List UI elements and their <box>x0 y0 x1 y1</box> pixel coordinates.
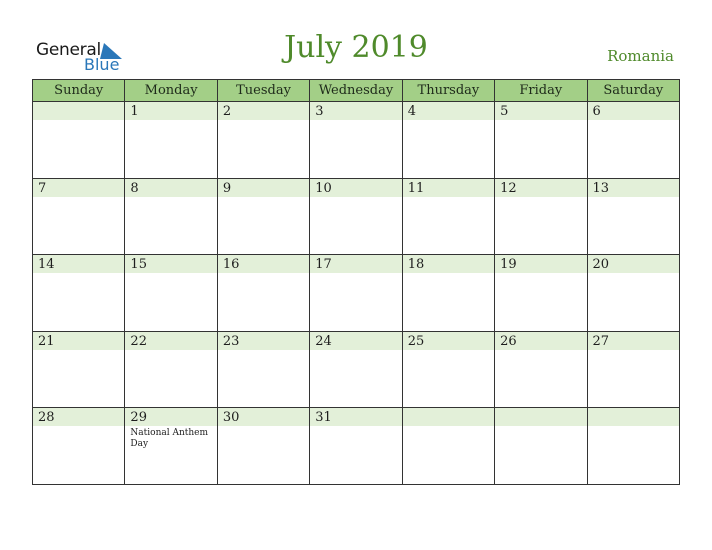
day-number: 18 <box>403 255 494 273</box>
calendar-day-cell <box>402 255 494 332</box>
weekday-sunday: Sunday <box>33 80 125 102</box>
day-number: 24 <box>310 332 401 350</box>
day-number: 3 <box>310 102 401 120</box>
calendar-day-cell <box>310 255 402 332</box>
weekday-friday: Friday <box>495 80 587 102</box>
calendar-day-cell <box>495 331 587 408</box>
day-number: 17 <box>310 255 401 273</box>
calendar-day-cell <box>217 102 309 179</box>
day-number: 15 <box>125 255 216 273</box>
calendar-day-cell <box>125 331 217 408</box>
day-number <box>403 408 494 426</box>
calendar-day-cell <box>402 331 494 408</box>
day-number: 6 <box>588 102 679 120</box>
weekday-monday: Monday <box>125 80 217 102</box>
day-number: 5 <box>495 102 586 120</box>
calendar-day-cell <box>587 255 679 332</box>
calendar-day-cell <box>33 102 125 179</box>
calendar-day-cell <box>33 178 125 255</box>
day-number: 14 <box>33 255 124 273</box>
calendar-day-cell <box>310 102 402 179</box>
holiday-label: National Anthem Day <box>130 428 209 449</box>
day-number: 31 <box>310 408 401 426</box>
day-number: 29 <box>125 408 216 426</box>
calendar-week-row <box>33 255 680 332</box>
day-number: 8 <box>125 179 216 197</box>
calendar-day-cell <box>125 178 217 255</box>
calendar-day-cell <box>125 255 217 332</box>
calendar-day-cell <box>495 408 587 485</box>
calendar-day-cell <box>33 255 125 332</box>
calendar-day-cell <box>217 331 309 408</box>
day-number: 4 <box>403 102 494 120</box>
calendar-day-cell <box>402 408 494 485</box>
day-number <box>495 408 586 426</box>
calendar-title: July 2019 <box>284 30 428 65</box>
logo-text-blue: Blue <box>84 55 120 74</box>
weekday-header-row <box>33 80 680 102</box>
calendar-day-cell <box>587 331 679 408</box>
day-number: 13 <box>588 179 679 197</box>
day-number: 1 <box>125 102 216 120</box>
calendar-day-cell <box>310 331 402 408</box>
month-calendar <box>32 79 680 485</box>
day-number: 19 <box>495 255 586 273</box>
country-label: Romania <box>607 47 674 65</box>
day-number: 9 <box>218 179 309 197</box>
logo-text-general: General <box>36 40 101 60</box>
calendar-day-cell <box>33 331 125 408</box>
weekday-saturday: Saturday <box>587 80 679 102</box>
day-number: 12 <box>495 179 586 197</box>
day-number: 26 <box>495 332 586 350</box>
day-number: 28 <box>33 408 124 426</box>
calendar-day-cell <box>217 408 309 485</box>
day-number: 25 <box>403 332 494 350</box>
calendar-day-cell <box>495 178 587 255</box>
calendar-day-cell <box>402 178 494 255</box>
day-number: 21 <box>33 332 124 350</box>
day-number: 27 <box>588 332 679 350</box>
day-number: 2 <box>218 102 309 120</box>
calendar-day-cell <box>217 178 309 255</box>
day-number: 7 <box>33 179 124 197</box>
weekday-tuesday: Tuesday <box>217 80 309 102</box>
day-number <box>33 102 124 120</box>
weekday-wednesday: Wednesday <box>310 80 402 102</box>
weekday-thursday: Thursday <box>402 80 494 102</box>
day-number: 23 <box>218 332 309 350</box>
calendar-day-cell <box>587 102 679 179</box>
calendar-week-row <box>33 331 680 408</box>
calendar-day-cell <box>217 255 309 332</box>
calendar-day-cell <box>33 408 125 485</box>
calendar-day-cell <box>587 408 679 485</box>
calendar-day-cell <box>495 255 587 332</box>
day-number: 22 <box>125 332 216 350</box>
calendar-day-cell <box>310 178 402 255</box>
calendar-day-cell <box>310 408 402 485</box>
calendar-day-cell <box>125 408 217 485</box>
calendar-day-cell <box>125 102 217 179</box>
day-number <box>588 408 679 426</box>
calendar-day-cell <box>587 178 679 255</box>
day-number: 10 <box>310 179 401 197</box>
calendar-week-row <box>33 408 680 485</box>
day-number: 20 <box>588 255 679 273</box>
calendar-week-row <box>33 102 680 179</box>
calendar-week-row <box>33 178 680 255</box>
calendar-day-cell <box>402 102 494 179</box>
calendar-day-cell <box>495 102 587 179</box>
day-number: 16 <box>218 255 309 273</box>
day-number: 30 <box>218 408 309 426</box>
day-number: 11 <box>403 179 494 197</box>
